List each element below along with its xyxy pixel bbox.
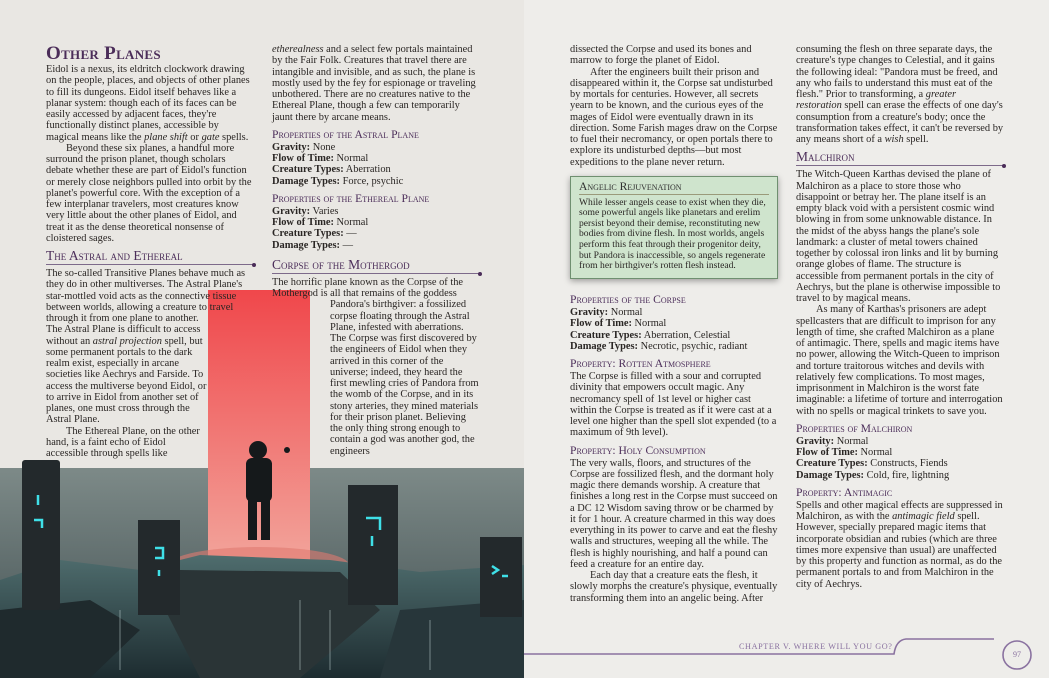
intro-text: [46, 64, 254, 244]
corpse-text-b: [330, 299, 480, 457]
property-label: Damage Types:: [796, 469, 865, 481]
paragraph: [46, 143, 254, 244]
property-label: Damage Types:: [272, 175, 341, 187]
property-row: [272, 176, 480, 187]
property-row: [570, 318, 778, 329]
property-label: Gravity:: [272, 141, 311, 153]
right-column-1-lower: [570, 288, 778, 604]
paragraph: [46, 426, 208, 460]
corpse-continued-text: [570, 44, 778, 168]
left-column-1: [46, 44, 254, 459]
text-run: and a select few portals maintained by the Fair Folk. Creatures that travel there are intangible and invisible, and as such, the plane is mostly used by the fey for espionage or traveling unbothered. There are no creatures native to the Ethereal Plane, though a few can temporarily jaunt there by arcane means.: [272, 44, 476, 123]
property-value: —: [340, 239, 354, 251]
callout-angelic-rejuvenation: [570, 176, 778, 279]
property-label: Flow of Time:: [570, 318, 632, 330]
footer-chapter-title: CHAPTER V. WHERE WILL YOU GO?: [739, 642, 893, 651]
property-value: —: [343, 228, 357, 240]
property-label: Flow of Time:: [272, 217, 334, 228]
antimagic-text: [796, 500, 1004, 590]
paragraph: [46, 268, 254, 324]
property-row: [272, 206, 480, 217]
paragraph: [570, 44, 778, 67]
property-value: Necrotic, psychic, radiant: [638, 340, 748, 352]
malchiron-properties: [796, 422, 1004, 481]
paragraph: [330, 299, 480, 457]
text-run: As many of Karthas's prisoners are adept spellcasters that are difficult to imprison for any length of time, she crafted Malchiron as a plane of antimagic. There, spells and magic items have no power, allowing the Witch-Queen to imprison and torture traitorous witches and devils with relatively few complications. To most mages, imprisonment in Malchiron is the worst fate imaginable: a lifetime of torture and interrogation with no spells or magical trinkets to save you.: [796, 304, 1003, 417]
text-run: The Corpse is filled with a sour and corrupted divinity that empowers occult magic. Any necromancy spell of 1st level or higher cast within the Corpse is treated as if it were cast at a level one higher than the spell slot expended (to a maximum of 9th level).: [570, 371, 777, 439]
paragraph: [796, 44, 1004, 145]
property-label: Gravity:: [570, 307, 609, 318]
property-label: Damage Types:: [272, 239, 341, 251]
property-row: [570, 330, 778, 341]
property-label: Gravity:: [796, 435, 835, 447]
property-value: Normal: [333, 153, 369, 164]
property-row: [796, 470, 1004, 481]
property-label: Gravity:: [272, 205, 311, 217]
properties-heading: Properties of the Ethereal Plane: [272, 191, 430, 205]
text-run: Pandora's birthgiver: a fossilized corpse floating through the Astral Plane, infested with aberrations. The Corpse was first discovered by the engineers of Eidol when they arrived in this corner of the universe; indeed, they heard the first mewling cries of Pandora from the womb of the Corpse, and in its stony arteries, they mined materials for their prison planet. Believing the only thing strong enough to contain a god was another god, the engineers: [330, 299, 479, 457]
ethereal-properties: [272, 192, 480, 251]
italic-spell-name: gate: [201, 131, 220, 143]
text-run: After the engineers built their prison and disappeared within it, the Corpse sat undisturbed by mortals for centuries. However, all secrets yearn to be known, and the curious eyes of the mages of Eidol were eventually drawn in its direction. Some Farish mages draw on the Corpse to fuel their necromancy, or open portals there to explore its undisturbed depths—but most expeditions to the plane never return.: [570, 66, 778, 168]
italic-spell-name: astral projection: [92, 335, 162, 347]
italic-spell-name: antimagic field: [892, 511, 955, 522]
callout-text: While lesser angels cease to exist when they die, some powerful angels like planetars and erelim persist beyond their demise, reconstituting new bodies from divine flesh. In most worlds, angels perform this feat through their progenitor deity, but Pandora is inaccessible, so angels regenerate from her birthgiver's rotten flesh instead.: [579, 196, 766, 272]
property-label: Flow of Time:: [796, 447, 858, 458]
page-number: 97: [1013, 650, 1021, 659]
heading-antimagic: Property: Antimagic: [796, 485, 893, 499]
page-title: Other Planes: [46, 43, 161, 64]
right-column-2: [796, 44, 1004, 590]
section-heading-astral-ethereal: The Astral and Ethereal: [46, 248, 254, 265]
property-row: [272, 228, 480, 239]
text-run: The Ethereal Plane, on the other hand, is a faint echo of Eidol accessible through spells like: [46, 425, 200, 459]
ethereal-text: [272, 44, 480, 123]
corpse-properties: [570, 293, 778, 352]
property-label: Creature Types:: [272, 228, 344, 240]
property-value: Aberration: [343, 164, 391, 176]
heading-rotten-atmosphere: Property: Rotten Atmosphere: [570, 357, 711, 370]
property-value: Normal: [631, 318, 667, 330]
corpse-text-a: [272, 277, 480, 300]
text-run: consuming the flesh on three separate days, the creature's type changes to Celestial, and it gains the following ideal: "Pandora must be freed, and any who fails to understand this must eat of the flesh." Prior to transforming, a: [796, 44, 998, 100]
left-column-2: [272, 44, 480, 457]
property-label: Damage Types:: [570, 340, 639, 352]
property-value: Aberration, Celestial: [641, 329, 731, 341]
property-value: Normal: [857, 447, 893, 458]
property-row: [272, 240, 480, 251]
rotten-atmosphere-text: [570, 371, 778, 439]
paragraph: [570, 371, 778, 439]
text-run: Beyond these six planes, a handful more surround the prison planet, though scholars debate whether these are part of Eidol's function or merely close neighbors pulled into orbit by the planet's powerful core. With the exception of a few interplanar travelers, most creatures know very little about the other planes of Eidol, and treat it as the dense theoretical nonsense of cloistered sages.: [46, 142, 252, 244]
italic-spell-name: wish: [884, 134, 904, 145]
property-row: [272, 153, 480, 164]
text-run: spells.: [219, 131, 249, 143]
paragraph: [570, 458, 778, 571]
paragraph: [796, 500, 1004, 590]
paragraph: [272, 44, 480, 123]
properties-heading: Properties of the Astral Plane: [272, 127, 419, 141]
property-label: Creature Types:: [272, 164, 344, 176]
text-run: The so-called Transitive Planes behave much as they do in other multiverses. The Astral Plane's star-mottled void acts as the connective tissue between worlds, allowing a creature to travel through it from one plane to another.: [46, 268, 246, 324]
text-run: or: [187, 131, 202, 143]
property-row: [272, 142, 480, 153]
italic-spell-name: greater restoration: [796, 89, 956, 112]
callout-title: Angelic Rejuvenation: [579, 182, 769, 195]
text-run: The Astral Plane is difficult to access without an: [46, 324, 201, 347]
text-run: spell.: [903, 134, 929, 145]
heading-holy-consumption: Property: Holy Consumption: [570, 443, 706, 457]
paragraph: [570, 570, 778, 604]
text-run: Spells and other magical effects are suppressed in Malchiron, as with the: [796, 499, 1003, 522]
text-run: The very walls, floors, and structures of the Corpse are fossilized flesh, and the dormant holy magic there demands worship. A creature that finishes a long rest in the Corpse must succeed on a DC 12 Wisdom saving throw or be charmed by it for 1 hour. A creature charmed in this way does everything in its power to carve and eat the fleshy walls and structures, weeping all the while. The flesh is highly nourishing, and half a pound can feed a creature for an entire day.: [570, 457, 778, 570]
text-run: The horrific plane known as the Corpse of the Mothergod is all that remains of the goddess: [272, 276, 464, 299]
section-heading-corpse: Corpse of the Mothergod: [272, 257, 480, 274]
properties-heading: Properties of the Corpse: [570, 293, 686, 306]
text-run: The Witch-Queen Karthas devised the plane of Malchiron as a place to store those who disappoint or betray her. The plane itself is an empty black void with a persistent cosmic wind blowing in from some unknowable distance. In the midst of the abyss hangs the plane's sole landmark: a cluster of metal towers chained together by colossal iron links and lit by burning orange globes of flame. The structure is accessible from permanent portals in the city of Aechrys, but the plane is otherwise impossible to travel to by magical means.: [796, 169, 1001, 304]
property-label: Creature Types:: [796, 458, 868, 470]
malchiron-text: [796, 169, 1004, 417]
property-label: Creature Types:: [570, 329, 642, 341]
property-value: Normal: [333, 217, 369, 228]
holy-consumption-text: [570, 458, 778, 604]
paragraph: [796, 304, 1004, 417]
astral-text: [46, 268, 254, 459]
property-row: [570, 341, 778, 352]
property-value: Force, psychic: [340, 175, 404, 187]
paragraph: [796, 169, 1004, 304]
italic-spell-name: etherealness: [272, 44, 324, 55]
text-run: Eidol is a nexus, its eldritch clockwork drawing on the people, places, and objects of other planes to fill its dungeons. Eidol itself behaves like a planar system: though each of its faces can be easily accessed by adjacent faces, they're functionally distinct planes, accessible by magical means like the: [46, 64, 250, 143]
paragraph: [272, 277, 480, 300]
text-run: Each day that a creature eats the flesh, it slowly morphs the creature's physique, eventually transforming them into an angelic being. After: [570, 570, 778, 604]
text-run: spell can erase the effects of one day's consumption from a creature's body; once the transformation takes effect, it can't be reversed by any means short of a: [796, 100, 1004, 145]
text-run: spell, but some permanent portals to the dark realm exist, especially in arcane societies like Aechrys and Farside. To access the multiverse beyond Eidol, or to arrive in Eidol from another set of planes, one must cross through the Astral Plane.: [46, 335, 207, 426]
paragraph: [46, 324, 208, 425]
paragraph: [46, 64, 254, 143]
property-value: Normal: [834, 435, 869, 447]
astral-properties: [272, 128, 480, 187]
holy-consumption-continued: [796, 44, 1004, 145]
text-run: dissected the Corpse and used its bones and marrow to forge the planet of Eidol.: [570, 44, 752, 67]
section-heading-malchiron: Malchiron: [796, 149, 1004, 166]
right-column-1: [570, 44, 778, 168]
paragraph: [570, 67, 778, 168]
property-value: Varies: [310, 205, 339, 217]
footer-ornament: [524, 630, 1049, 678]
property-value: Cold, fire, lightning: [864, 469, 950, 481]
property-row: [796, 436, 1004, 447]
property-row: [272, 164, 480, 175]
property-value: Normal: [608, 307, 643, 318]
properties-heading: Properties of Malchiron: [796, 421, 913, 435]
property-row: [570, 307, 778, 318]
text-run: spell. However, specially prepared magic items that incorporate obsidian and rubies (which are three times more expensive than usual) are unaffected by this property and function as normal, as do the permanent portals to and from Malchiron in the city of Aechrys.: [796, 511, 1003, 590]
property-row: [796, 447, 1004, 458]
property-label: Flow of Time:: [272, 153, 334, 164]
italic-spell-name: plane shift: [144, 131, 188, 143]
property-value: Constructs, Fiends: [867, 458, 948, 470]
property-value: None: [310, 141, 336, 153]
property-row: [272, 217, 480, 228]
property-row: [796, 458, 1004, 469]
